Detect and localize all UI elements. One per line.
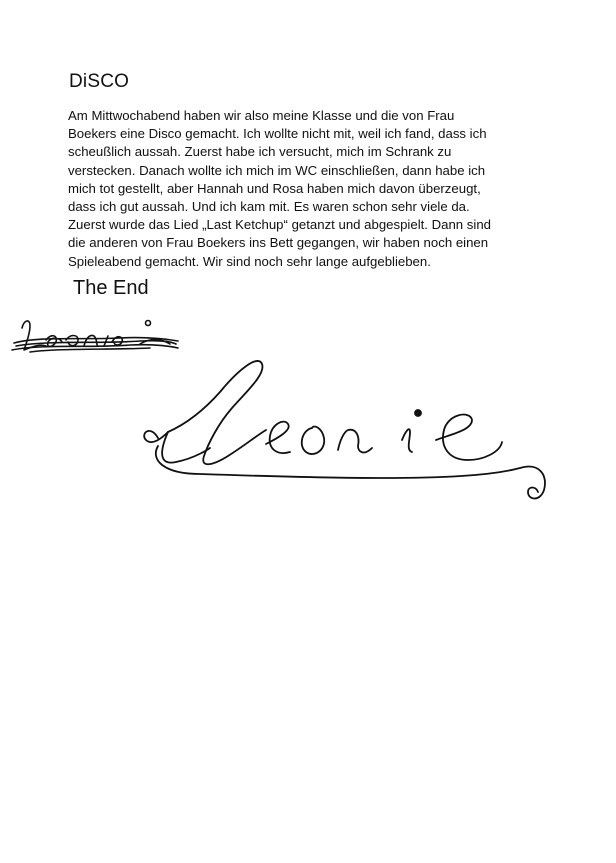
body-paragraph (68, 107, 558, 271)
body-line: dass ich gut aussah. Und ich kam mit. Es waren schon sehr viele da. (68, 199, 470, 215)
closing-text: The End (73, 277, 149, 299)
body-line: scheußlich aussah. Zuerst habe ich versucht, mich im Schrank zu (68, 144, 452, 160)
body-line: Zuerst wurde das Lied „Last Ketchup“ getanzt und abgespielt. Dann sind (68, 217, 491, 233)
body-line: mich tot gestellt, aber Hannah und Rosa haben mich davon überzeugt, (68, 180, 481, 196)
body-line: verstecken. Danach wollte ich mich im WC einschließen, dann habe ich (68, 162, 486, 178)
body-line: Spieleabend gemacht. Wir sind noch sehr lange aufgeblieben. (68, 253, 431, 269)
body-line: Am Mittwochabend haben wir also meine Klasse und die von Frau (68, 108, 455, 123)
document-title: DiSCO (69, 71, 130, 92)
body-line: Boekers eine Disco gemacht. Ich wollte nicht mit, weil ich fand, dass ich (68, 126, 487, 142)
body-line: die anderen von Frau Boekers ins Bett gegangen, wir haben noch einen (68, 235, 489, 251)
